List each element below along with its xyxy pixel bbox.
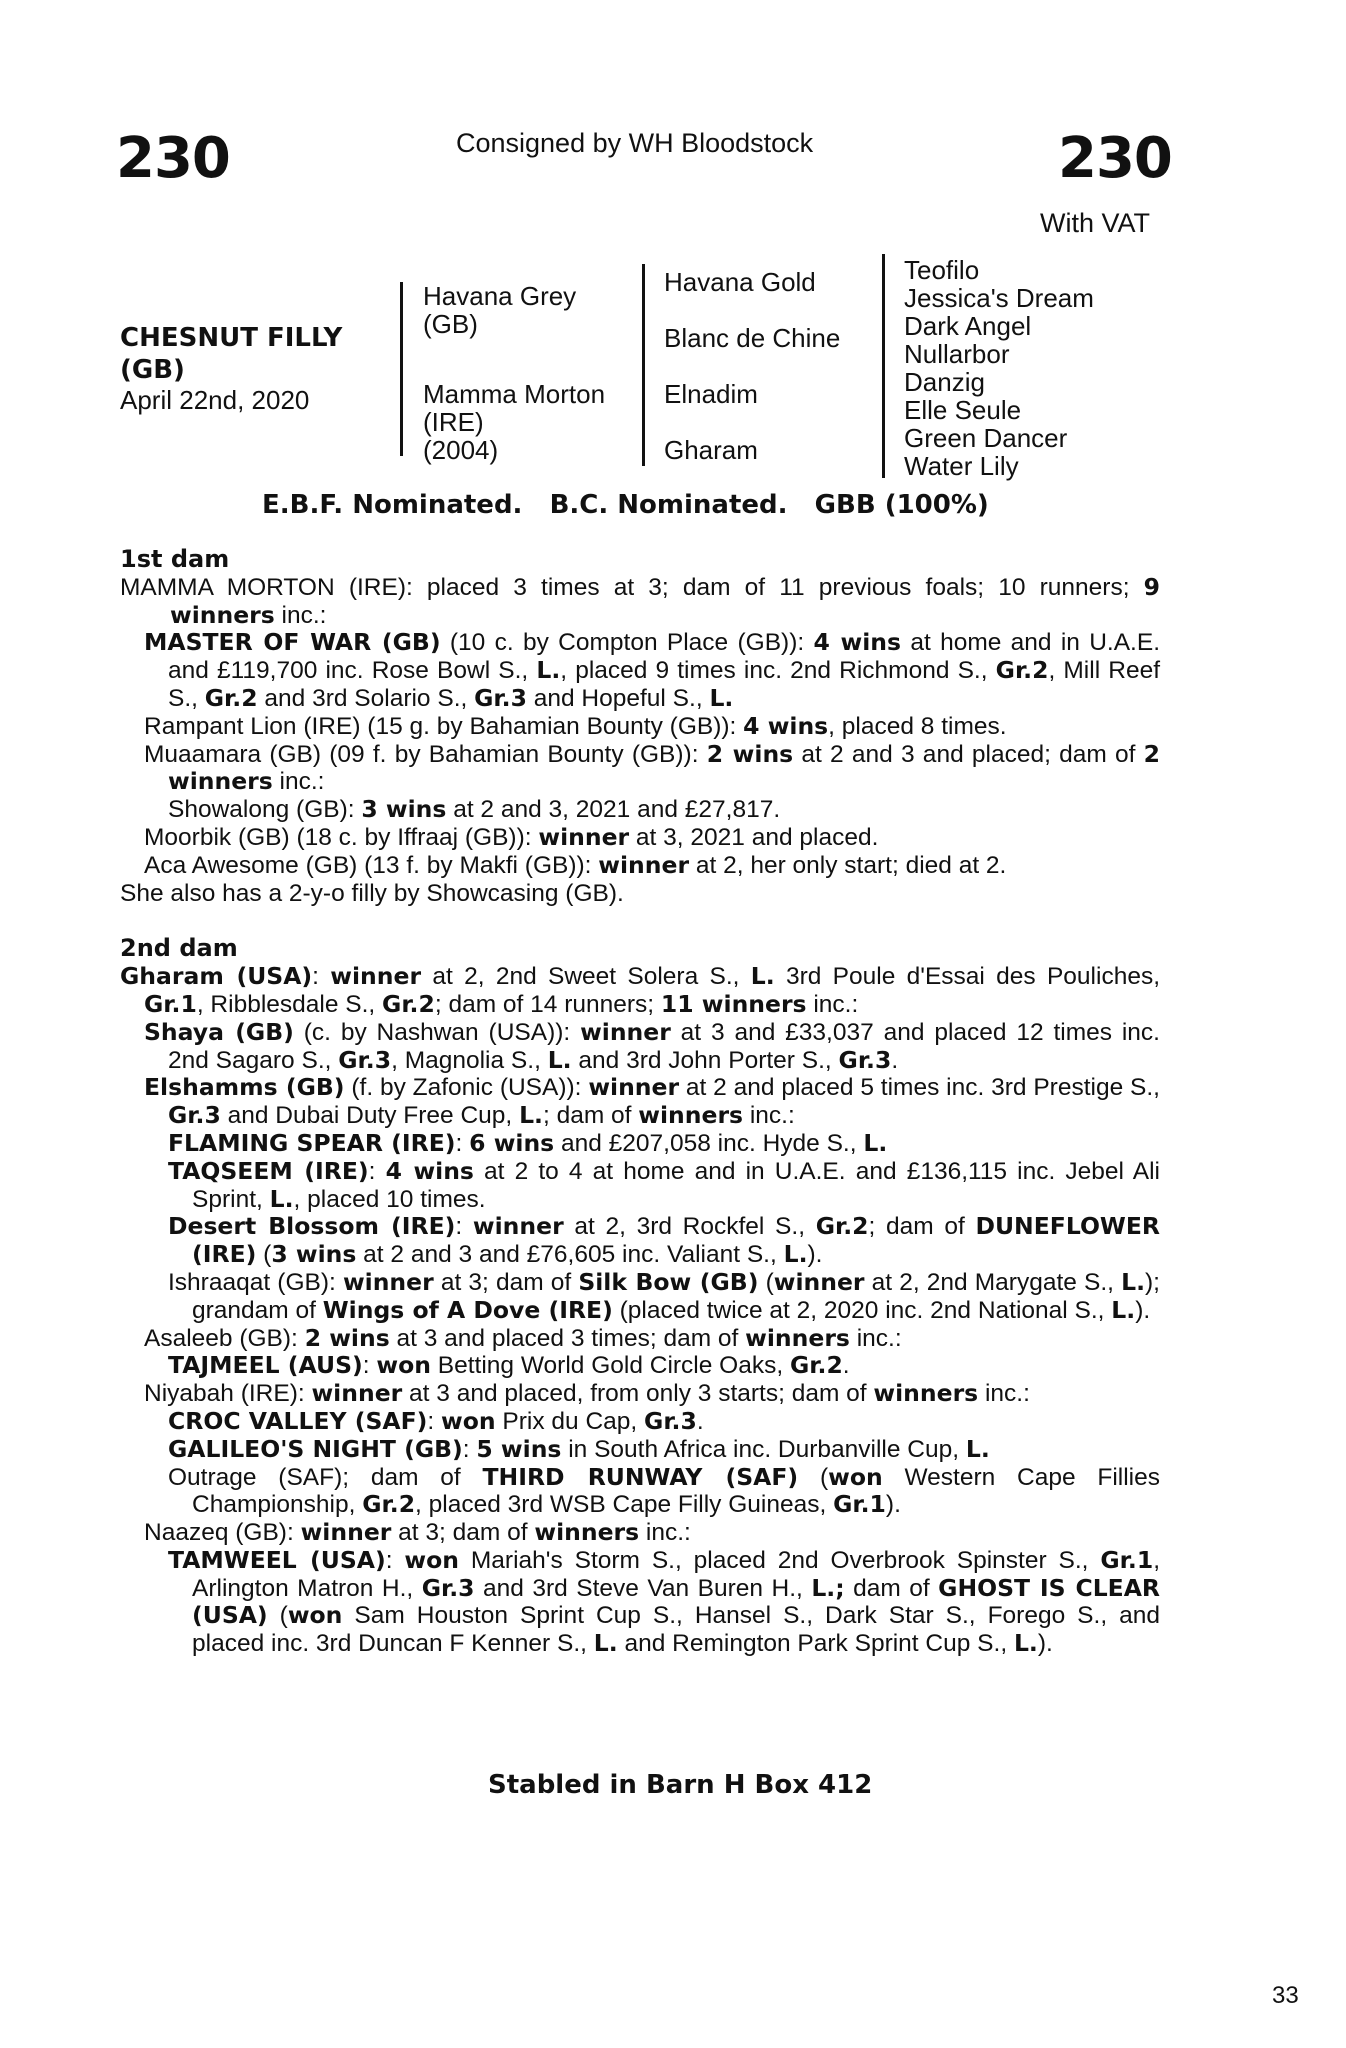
pedigree-bracket bbox=[400, 282, 403, 456]
produce-entry: Shaya (GB) (c. by Nashwan (USA)): winner at 3 and £33,037 and placed 12 times inc. 2nd Sagaro S., Gr.3, Magnolia S., L. and 3rd John Porter S., Gr.3. bbox=[144, 1017, 1160, 1074]
lot-number-right: 230 bbox=[1058, 126, 1172, 191]
produce-entry: Niyabah (IRE): winner at 3 and placed, from only 3 starts; dam of winners inc.: bbox=[144, 1379, 1030, 1408]
produce-entry: Muaamara (GB) (09 f. by Bahamian Bounty (GB)): 2 wins at 2 and 3 and placed; dam of 2 winners inc.: bbox=[144, 739, 1161, 796]
ggp-6: Elle Seule bbox=[904, 395, 1022, 425]
second-dam-heading: 2nd dam bbox=[120, 934, 238, 963]
produce-entry: GALILEO'S NIGHT (GB): 5 wins in South Africa inc. Durbanville Cup, L. bbox=[168, 1434, 990, 1463]
produce-entry: She also has a 2-y-o filly by Showcasing (GB). bbox=[120, 879, 624, 907]
produce-entry: CROC VALLEY (SAF): won Prix du Cap, Gr.3. bbox=[168, 1406, 704, 1435]
dam-name: Mamma Morton bbox=[423, 379, 606, 409]
ggp-8: Water Lily bbox=[904, 451, 1019, 481]
consignor: Consigned by WH Bloodstock bbox=[456, 128, 814, 158]
ggp-4: Nullarbor bbox=[904, 339, 1010, 369]
produce-entry: Asaleeb (GB): 2 wins at 3 and placed 3 times; dam of winners inc.: bbox=[144, 1323, 902, 1352]
produce-entry: TAQSEEM (IRE): 4 wins at 2 to 4 at home and in U.A.E. and £136,115 inc. Jebel Ali Sprint, L., placed 10 times. bbox=[168, 1156, 1160, 1213]
produce-entry: Outrage (SAF); dam of THIRD RUNWAY (SAF) (won Western Cape Fillies Championship, Gr.2, placed 3rd WSB Cape Filly Guineas, Gr.1). bbox=[168, 1462, 1160, 1519]
produce-entry: Showalong (GB): 3 wins at 2 and 3, 2021 and £27,817. bbox=[168, 795, 781, 824]
vat-note: With VAT bbox=[1040, 208, 1151, 238]
produce-entry: Elshamms (GB) (f. by Zafonic (USA)): winner at 2 and placed 5 times inc. 3rd Prestige S., Gr.3 and Dubai Duty Free Cup, L.; dam of winners inc.: bbox=[144, 1073, 1160, 1130]
produce-entry: TAMWEEL (USA): won Mariah's Storm S., placed 2nd Overbrook Spinster S., Gr.1, Arlington Matron H., Gr.3 and 3rd Steve Van Buren H., L.; dam of GHOST IS CLEAR (USA) (won Sam Houston Sprint Cup S., Hansel S., Dark Star S., Forego S., and placed inc. 3rd Duncan F Kenner S., L. and Remington Park Sprint Cup S., L.). bbox=[168, 1545, 1161, 1658]
lot-number-left: 230 bbox=[116, 126, 230, 191]
great-grandparents bbox=[904, 256, 1094, 480]
sire-dam: Blanc de Chine bbox=[664, 323, 841, 353]
horse-name-line1: CHESNUT FILLY bbox=[120, 323, 343, 353]
produce-entry: Aca Awesome (GB) (13 f. by Makfi (GB)): winner at 2, her only start; died at 2. bbox=[144, 850, 1007, 879]
ggp-3: Dark Angel bbox=[904, 311, 1032, 341]
page-number: 33 bbox=[1272, 1982, 1299, 2009]
sire bbox=[423, 282, 576, 338]
second-dam-line: Gharam (USA): winner at 2, 2nd Sweet Solera S., L. 3rd Poule d'Essai des Pouliches, Gr.1, Ribblesdale S., Gr.2; dam of 14 runners; 11 winners inc.: bbox=[120, 962, 1160, 1018]
ggp-5: Danzig bbox=[904, 367, 985, 397]
ggp-7: Green Dancer bbox=[904, 423, 1068, 453]
produce-entry: Naazeq (GB): winner at 3; dam of winners inc.: bbox=[144, 1518, 691, 1547]
ggp-2: Jessica's Dream bbox=[904, 283, 1094, 313]
produce-entry: Desert Blossom (IRE): winner at 2, 3rd Rockfel S., Gr.2; dam of DUNEFLOWER (IRE) (3 wins at 2 and 3 and £76,605 inc. Valiant S., L.). bbox=[168, 1212, 1160, 1269]
pedigree-bracket bbox=[882, 254, 885, 478]
sire-name: Havana Grey bbox=[423, 281, 577, 311]
horse-description bbox=[120, 322, 342, 414]
horse-name-line2: (GB) bbox=[120, 355, 185, 385]
produce-entry: Moorbik (GB) (18 c. by Iffraaj (GB)): winner at 3, 2021 and placed. bbox=[144, 822, 879, 851]
produce-entry: Ishraaqat (GB): winner at 3; dam of Silk Bow (GB) (winner at 2, 2nd Marygate S., L.); grandam of Wings of A Dove (IRE) (placed twice at 2, 2020 inc. 2nd National S., L.). bbox=[168, 1267, 1160, 1324]
first-dam-heading: 1st dam bbox=[120, 545, 230, 573]
dam-country: (IRE) bbox=[423, 407, 484, 437]
ggp-1: Teofilo bbox=[904, 255, 980, 285]
nominations: E.B.F. Nominated. B.C. Nominated. GBB (100%) bbox=[262, 490, 989, 520]
produce-entry: FLAMING SPEAR (IRE): 6 wins and £207,058 inc. Hyde S., L. bbox=[168, 1128, 888, 1157]
dam-year: (2004) bbox=[423, 435, 499, 465]
produce-entry: Rampant Lion (IRE) (15 g. by Bahamian Bounty (GB)): 4 wins, placed 8 times. bbox=[144, 711, 1007, 740]
dam-dam: Gharam bbox=[664, 435, 758, 465]
dam bbox=[423, 380, 605, 464]
first-dam-line: MAMMA MORTON (IRE): placed 3 times at 3; dam of 11 previous foals; 10 runners; 9 winners inc.: bbox=[120, 572, 1160, 629]
produce-entry: TAJMEEL (AUS): won Betting World Gold Circle Oaks, Gr.2. bbox=[168, 1351, 850, 1380]
produce-entry: MASTER OF WAR (GB) (10 c. by Compton Place (GB)): 4 wins at home and in U.A.E. and £119,700 inc. Rose Bowl S., L., placed 9 times inc. 2nd Richmond S., Gr.2, Mill Reef S., Gr.2 and 3rd Solario S., Gr.3 and Hopeful S., L. bbox=[144, 628, 1161, 712]
sire-country: (GB) bbox=[423, 309, 478, 339]
dam-sire: Elnadim bbox=[664, 379, 758, 409]
family-notes bbox=[120, 546, 1160, 1658]
foaling-date: April 22nd, 2020 bbox=[120, 385, 310, 415]
pedigree-bracket bbox=[642, 264, 645, 466]
sire-sire: Havana Gold bbox=[664, 267, 816, 297]
stabling-info: Stabled in Barn H Box 412 bbox=[488, 1770, 873, 1800]
